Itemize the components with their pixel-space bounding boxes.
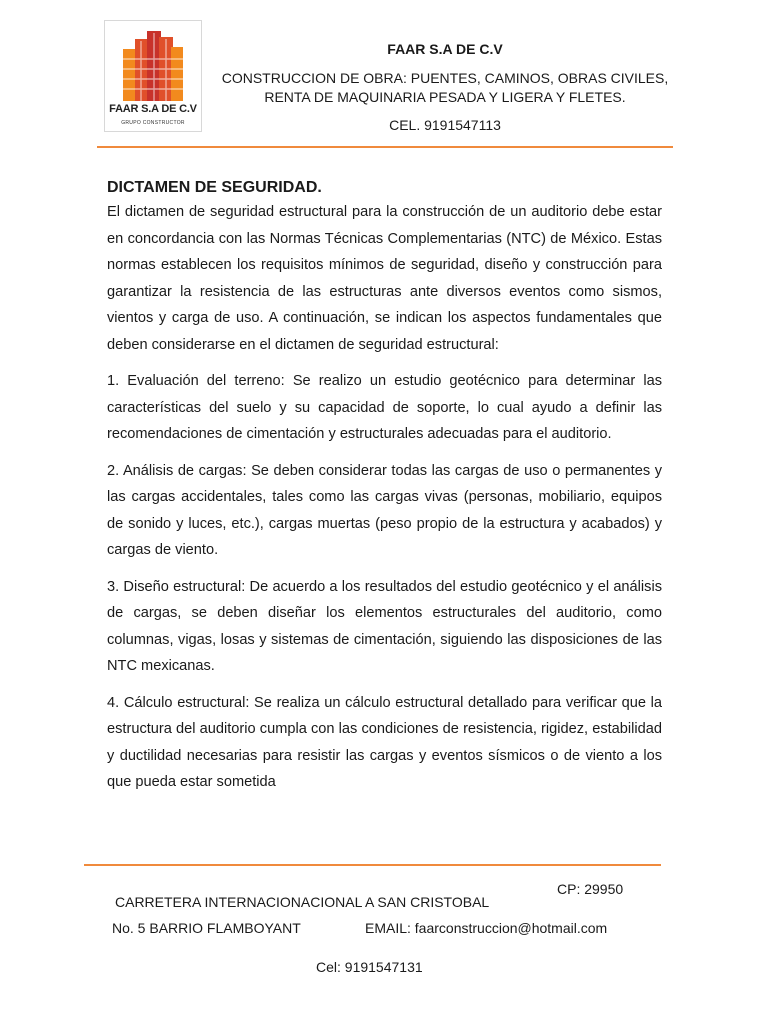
section-terrain-evaluation: 1. Evaluación del terreno: Se realizo un estudio geotécnico para determinar las características del suelo y su capacidad de soporte, lo cual ayudo a definir las recomendaciones de cimentación y estructurales adecuadas para el auditorio.: [107, 373, 662, 442]
logo-tagline: GRUPO CONSTRUCTOR: [121, 120, 185, 126]
section-structural-calculation: 4. Cálculo estructural: Se realiza un cálculo estructural detallado para verificar que la estructura del auditorio cumpla con las condiciones de resistencia, rigidez, estabilidad y ductilidad necesarias para resistir las cargas y eventos sísmicos o de viento a los que pueda estar sometida: [107, 694, 662, 790]
footer-phone: Cel: 9191547131: [316, 959, 423, 975]
header-divider: [97, 146, 673, 148]
footer-divider: [84, 864, 661, 866]
intro-paragraph: El dictamen de seguridad estructural para la construcción de un auditorio debe estar en concordancia con las Normas Técnicas Complementarias (NTC) de México. Estas normas establecen los requisitos mínimos de seguridad, diseño y construcción para garantizar la resistencia de las estructuras ante diversos eventos como sismos, vientos y carga de uso. A continuación, se indican los aspectos fundamentales que deben considerarse en el dictamen de seguridad estructural:: [107, 204, 662, 353]
company-description: CONSTRUCCION DE OBRA: PUENTES, CAMINOS, OBRAS CIVILES, RENTA DE MAQUINARIA PESADA Y LIGERA Y FLETES.: [221, 70, 669, 105]
footer-address-line1: CARRETERA INTERNACIONACIONAL A SAN CRISTOBAL: [115, 894, 490, 910]
section-load-analysis: 2. Análisis de cargas: Se deben considerar todas las cargas de uso o permanentes y las cargas accidentales, tales como las cargas vivas (personas, mobiliario, equipos de sonido y luces, etc.), cargas muertas (peso propio de la estructura y acabados) y cargas de viento.: [107, 462, 662, 558]
footer-email: EMAIL: faarconstruccion@hotmail.com: [365, 920, 608, 936]
document-title: DICTAMEN DE SEGURIDAD.: [107, 179, 322, 196]
company-phone: CEL. 9191547113: [389, 117, 501, 133]
company-logo: [104, 20, 202, 132]
logo-company-name: FAAR S.A DE C.V: [109, 103, 197, 115]
footer-address-line2: No. 5 BARRIO FLAMBOYANT: [112, 920, 301, 936]
section-structural-design: 3. Diseño estructural: De acuerdo a los resultados del estudio geotécnico y el análisis de cargas, se deben diseñar los elementos estructurales del auditorio, como columnas, vigas, losas y sistemas de cimentación, siguiendo las disposiciones de las NTC mexicanas.: [107, 578, 662, 674]
footer-postal-code: CP: 29950: [557, 881, 624, 897]
company-name: FAAR S.A DE C.V: [387, 41, 503, 57]
document-body: [107, 199, 662, 806]
buildings-logo-icon: [117, 27, 189, 103]
